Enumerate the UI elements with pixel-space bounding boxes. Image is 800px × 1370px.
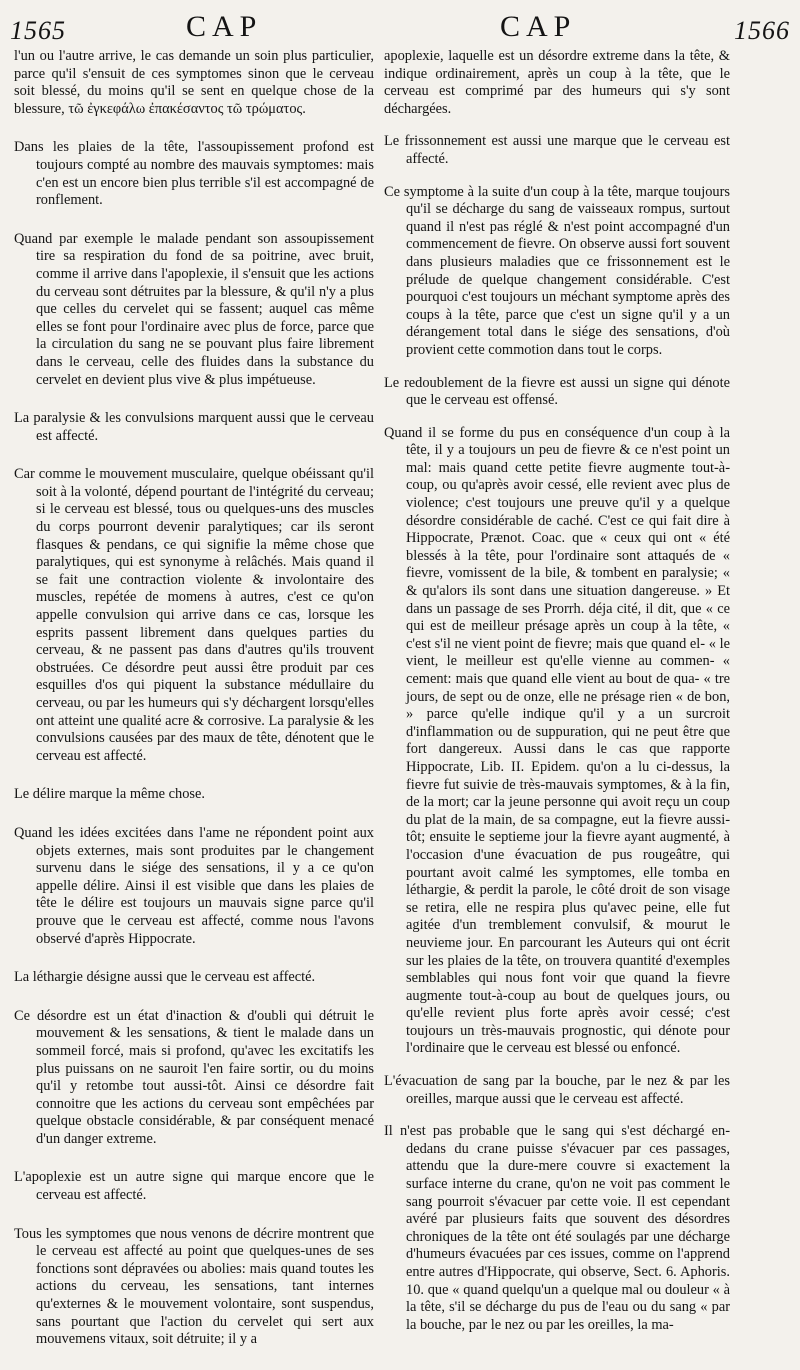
paragraph: La léthargie désigne aussi que le cerveau est affecté.	[14, 969, 316, 986]
paragraph: Ce symptome à la suite d'un coup à la tête, marque toujours qu'il se décharge du sang de vaisseaux rompus, surtout quand il n'est pas réglé & n'est point accompagné d'un commencement de fievre. On observe aussi fort souvent dans plusieurs maladies que ce frissonnement est le prélude de quelque changement considérable. C'est pourquoi c'est toujours un méchant symptome après des coups à la tête, parce que c'est un signe qu'il y a un dérangement total dans le siége des sensations, d'où provient cette commotion dans tout le corps.	[384, 183, 730, 358]
paragraph: Car comme le mouvement musculaire, quelque obéissant qu'il soit à la volonté, dépend pourtant de l'intégrité du cerveau; si le cerveau est blessé, tous ou quelques-uns des muscles du corps pourront devenir paralytiques; car ils seront flasques & pendans, ce qui signifie la même chose que paralytiques, qui est synonyme à relâchés. Mais quand il se fait une contraction violente & involontaire des muscles, repétée de momens à autres, c'est ce qu'on appelle convulsion qui arrive dans ce cas, lorsque les esprits passent librement dans quelques parties du cerveau, & ne passent pas dans d'autres qu'ils trouvent obstruées. Ce désordre peut aussi être produit par ces esquilles d'os qui piquent la substance médullaire du cerveau, ou par les humeurs qui s'y déchargent lorsqu'elles ont atteint une qualité acre & corrosive. La paralysie & les convulsions causées par des maux de tête, dénotent que le cerveau est affecté.	[14, 466, 374, 764]
column-gutter	[376, 48, 378, 1298]
paragraph: Tous les symptomes que nous venons de décrire montrent que le cerveau est affecté au point que quelques-unes de ses fonctions sont dépravées ou abolies: mais quand toutes les actions du cerveau, les sensations, tant internes qu'externes & le mouvement volontaire, sont suspendus, sans pourtant que l'action du cervelet qui sert aux mouvemens vitaux, soit détruite; il y a	[14, 1225, 374, 1348]
paragraph: Il n'est pas probable que le sang qui s'est déchargé en-dedans du crane puisse s'évacuer par ces passages, attendu que la dure-mere couvre si exactement la surface interne du crane, qu'on ne voit pas comment le sang pourroit s'évacuer par cette voie. Il est cependant avéré par plusieurs faits que souvent des désordres chroniques de la tête ont été soulagés par une décharge d'humeurs évacuées par ces issues, comme on l'apprend entre autres d'Hippocrate, qui observe, Sect. 6. Aphoris. 10. que « quand quelqu'un a quelque mal ou douleur « à la tête, s'il se décharge du pus de l'eau ou du sang « par la bouche, par le nez ou par les oreilles, la ma-	[384, 1123, 730, 1333]
paragraph: L'apoplexie est un autre signe qui marque encore que le cerveau est affecté.	[14, 1169, 374, 1204]
paragraph: L'évacuation de sang par la bouche, par le nez & par les oreilles, marque aussi que le cerveau est affecté.	[384, 1073, 730, 1107]
paragraph: Quand par exemple le malade pendant son assoupissement tire sa respiration du fond de sa poitrine, avec bruit, comme il arrive dans l'apoplexie, il s'ensuit que les actions du cerveau sont détruites par la blessure, & qu'il n'y a plus que celles du cervelet qui se fassent; auquel cas même elles se font pour l'ordinaire avec plus de force, parce que la circulation du sang ne se pouvant plus faire librement dans le cerveau, celle des fluides dans la substance du cervelet en devient plus vive & plus impétueuse.	[14, 230, 374, 388]
left-column	[14, 48, 374, 1370]
paragraph: apoplexie, laquelle est un désordre extreme dans la tête, & indique ordinairement, après un coup à la tête, que le cerveau est comprimé par des humeurs qui s'y sont déchargées.	[384, 48, 730, 117]
page-number-right: 1566	[734, 16, 790, 45]
right-column	[384, 48, 730, 1349]
paragraph: Ce désordre est un état d'inaction & d'oubli qui détruit le mouvement & les sensations, & tient le malade dans un sommeil forcé, mais si profond, qu'avec les excitatifs les plus puissans on ne sauroit l'en faire sortir, ou du moins qu'il y retombe tout aussi-tôt. Ainsi ce désordre fait connoitre que les actions du cerveau sont empêchées par quelque obstacle considérable, & par conséquent menacé d'un danger extreme.	[14, 1007, 374, 1147]
running-header	[8, 10, 792, 50]
paragraph: Quand les idées excitées dans l'ame ne répondent point aux objets externes, mais sont produites par le changement survenu dans le siége des sensations, il y a ce qu'on appelle délire. Ainsi il est visible que dans les plaies de tête le délire est toujours un mauvais signe parce qu'il prouve que le cerveau est affecté, comme nous l'avons observé d'après Hippocrate.	[14, 824, 374, 947]
paragraph: Le frissonnement est aussi une marque que le cerveau est affecté.	[384, 133, 730, 167]
headword-left: CAP	[186, 10, 263, 43]
paragraph: Le délire marque la même chose.	[14, 786, 205, 803]
paragraph: La paralysie & les convulsions marquent aussi que le cerveau est affecté.	[14, 410, 374, 444]
paragraph: Quand il se forme du pus en conséquence d'un coup à la tête, il y a toujours un peu de fievre & ce n'est point un mal: mais quand cette petite fievre augmente tout-à-coup, ou qu'après avoir cessé, elle revient avec plus de violence; c'est toujours une preuve qu'il y a quelque désordre considérable de caché. C'est ce qui fait dire à Hippocrate, Prænot. Coac. que « ceux qui ont « été blessés à la tête, pour l'ordinaire sont attaqués de « fievre, vomissent de la bile, & tombent en paralysie; « & qu'alors ils sont dans une situation dangereuse. » Et dans un passage de ses Prorrh. déja cité, il dit, que « ce qui est de meilleur présage après un coup à la tête, « c'est s'il ne vient point de fievre; mais que quand el- « le vient, le meilleur est qu'elle vienne au commen- « cement: mais que quand elle vient au bout de qua- « tre jours, de sept ou de onze, elle ne présage rien « de bon, » parce qu'elle indique qu'il y a un surcroit d'inflammation ou de suppuration, qui ne peut être que fort dangereux. Aussi dans le cas que rapporte Hippocrate, Lib. II. Epidem. qu'on a lu ci-dessus, la fievre fut suivie de très-mauvais symptomes, & à la fin, de la mort; car la jeune personne qui avoit reçu un coup du plat de la main, de sa compagne, eut la fievre aussi-tôt; ensuite le septieme jour la fievre ayant augmenté, à l'occasion d'une évacuation de pus rougeâtre, qui pourtant avoit calmé les symptomes, elle tomba en léthargie, & perdit la parole, le côté droit de son visage se retira, elle ne respira plus qu'avec peine, elle fut agitée d'un tremblement convulsif, & mourut le neuvieme jour. En parcourant les Auteurs qui ont écrit sur les plaies de la tête, on trouvera quantité d'exemples semblables qui nous font voir que quand la fievre augmente tout-à-coup au bout de quelques jours, ou qu'elle revient plus forte après avoir cessé; c'est toujours un très-mauvais prognostic, qui dénote pour l'ordinaire que le cerveau est blessé ou enfoncé.	[384, 424, 730, 1057]
paragraph: Dans les plaies de la tête, l'assoupissement profond est toujours compté au nombre des mauvais symptomes: mais c'en est un encore bien plus terrible s'il est accompagné de ronflement.	[14, 139, 374, 209]
paragraph: Le redoublement de la fievre est aussi un signe qui dénote que le cerveau est offensé.	[384, 374, 730, 409]
page-number-left: 1565	[10, 16, 66, 45]
headword-right: CAP	[500, 10, 577, 43]
paragraph: l'un ou l'autre arrive, le cas demande un soin plus particulier, parce qu'il s'ensuit de ces symptomes sinon que le cerveau soit blessé, du moins qu'il se sent en quelque chose de la blessure, τῶ ἐγκεφάλω ἐπακέσαντος τῶ τρώματος.	[14, 48, 374, 117]
